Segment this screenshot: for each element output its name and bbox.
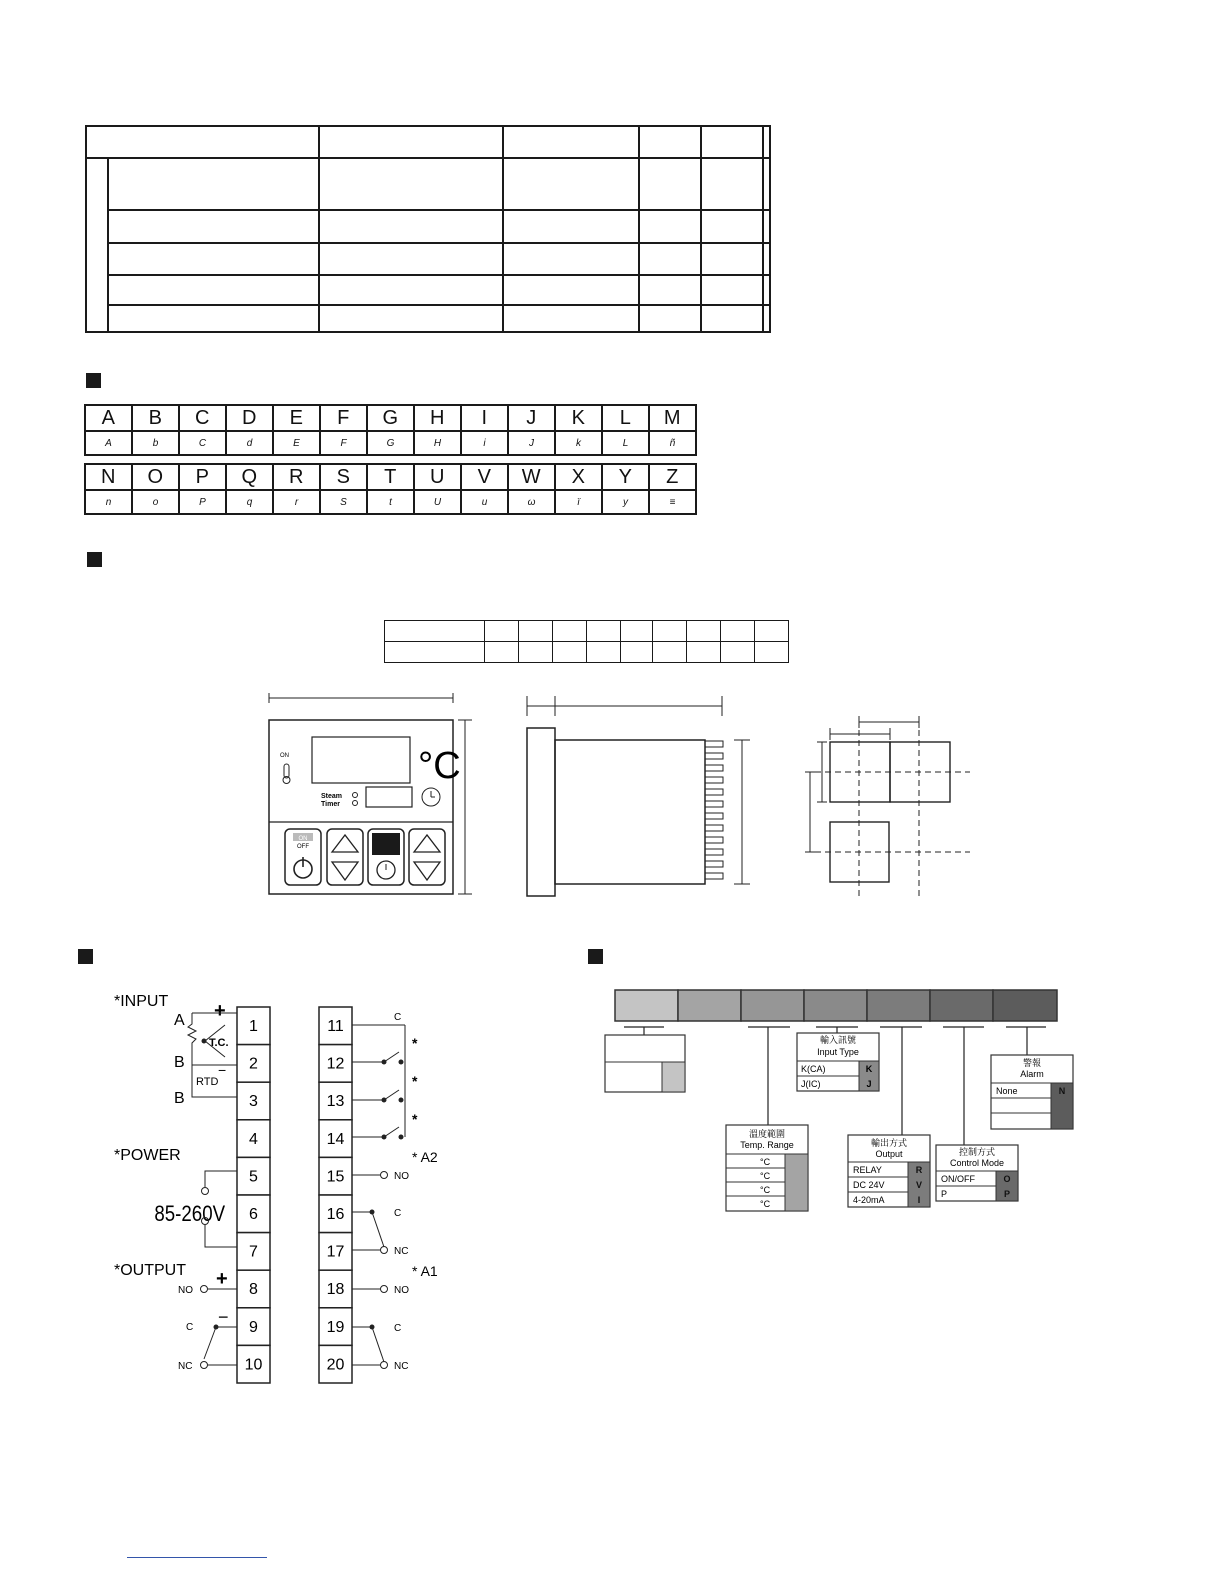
svg-text:Temp. Range: Temp. Range [740,1140,794,1150]
terminal-number: 14 [326,1130,345,1148]
terminal-number: 11 [327,1018,344,1035]
svg-text:°C: °C [760,1199,771,1209]
power-key[interactable] [285,829,321,885]
svg-text:NO: NO [394,1285,409,1296]
letter-cell: F [320,405,367,431]
letter-cell: D [226,405,273,431]
alphabet-table-1 [84,404,697,456]
svg-text:C: C [186,1322,194,1333]
svg-text:NO: NO [394,1171,409,1182]
letter-cell: C [179,405,226,431]
terminal-number: 4 [249,1130,258,1148]
terminal-number: 16 [326,1206,345,1223]
svg-text:O: O [1003,1174,1011,1184]
letter-cell: Q [226,464,273,490]
svg-text:+: + [216,1268,228,1290]
segment-glyph-cell: q [226,490,273,514]
segment-glyph-cell: n [85,490,132,514]
temp-range-box [726,1125,808,1211]
letter-cell: U [414,464,461,490]
panel-cutout-drawing [800,712,970,897]
output-box [848,1135,930,1207]
svg-text:NO: NO [178,1285,193,1296]
letter-cell: T [367,464,414,490]
section-marker [86,373,101,388]
svg-text:°C: °C [760,1157,771,1167]
terminal-number: 7 [249,1243,258,1261]
a2-label: * A2 [412,1149,438,1165]
svg-text:NC: NC [394,1361,409,1372]
left-terminal-block [237,1007,270,1383]
svg-text:*: * [412,1111,418,1127]
svg-text:RELAY: RELAY [853,1165,882,1175]
up-down-key-right[interactable] [409,829,445,885]
terminal-number: 3 [249,1093,258,1111]
alphabet-table-2 [84,463,697,515]
segment-glyph-cell: J [508,431,555,455]
letter-cell: I [461,405,508,431]
svg-text:Control Mode: Control Mode [949,1158,1005,1168]
output-label: *OUTPUT [114,1262,186,1279]
section-marker [78,949,93,964]
letter-cell: R [273,464,320,490]
segment-glyph-cell: F [320,431,367,455]
terminal-number: 5 [249,1168,258,1186]
segment-glyph-cell: E [273,431,320,455]
segment-glyph-cell: S [320,490,367,514]
segment-glyph-cell: ≡ [649,490,696,514]
svg-text:C: C [394,1323,402,1334]
steam-timer-key[interactable] [368,829,404,885]
svg-text:J: J [866,1079,872,1089]
letter-cell: H [414,405,461,431]
svg-text:V: V [915,1180,923,1190]
terminal-number: 1 [249,1018,258,1035]
terminal-number: 2 [249,1055,258,1073]
letter-cell: W [508,464,555,490]
letter-cell: Y [602,464,649,490]
svg-text:None: None [996,1086,1018,1096]
segment-glyph-cell: i [461,431,508,455]
segment-glyph-cell: o [132,490,179,514]
segment-glyph-cell: G [367,431,414,455]
input-type-box [797,1033,879,1091]
svg-text:*: * [412,1035,418,1051]
terminal-number: 15 [326,1168,345,1186]
svg-text:K: K [865,1064,873,1074]
letter-cell: M [649,405,696,431]
front-view-drawing [260,690,480,905]
svg-text:DC 24V: DC 24V [853,1180,885,1190]
svg-text:P: P [1003,1189,1011,1199]
svg-text:−: − [218,1307,229,1327]
svg-text:OFF: OFF [297,844,309,850]
svg-text:NC: NC [394,1246,409,1257]
right-terminal-block [319,1007,352,1383]
alarm-box [991,1055,1073,1129]
letter-cell: Z [649,464,696,490]
terminal-number: 9 [249,1318,258,1336]
control-mode-box [936,1145,1018,1201]
letter-cell: K [555,405,602,431]
svg-text:B: B [174,1054,185,1071]
segment-glyph-cell: r [273,490,320,514]
segment-glyph-cell: b [132,431,179,455]
terminal-number: 19 [326,1318,345,1336]
terminal-number: 10 [244,1356,263,1374]
letter-cell: L [602,405,649,431]
letter-cell: P [179,464,226,490]
segment-glyph-cell: ω [508,490,555,514]
letter-cell: A [85,405,132,431]
svg-text:*: * [412,1073,418,1089]
svg-text:B: B [174,1090,185,1107]
segment-glyph-cell: u [461,490,508,514]
segment-glyph-cell: ï [555,490,602,514]
svg-text:I: I [917,1195,921,1205]
letter-cell: G [367,405,414,431]
power-label: *POWER [114,1147,181,1164]
section-marker [87,552,102,567]
svg-text:控制方式: 控制方式 [958,1147,996,1157]
on-label: ON [280,753,289,759]
svg-text:警報: 警報 [1022,1058,1042,1068]
svg-text:輸入訊號: 輸入訊號 [819,1035,857,1045]
terminal-number: 12 [326,1055,345,1073]
letter-cell: X [555,464,602,490]
terminal-number: 20 [326,1356,345,1374]
a1-label: * A1 [412,1263,438,1279]
svg-text:+: + [214,1000,226,1022]
letter-cell: V [461,464,508,490]
letter-cell: O [132,464,179,490]
svg-text:−: − [218,1062,227,1078]
model-box [605,1035,685,1092]
svg-text:J(IC): J(IC) [801,1079,821,1089]
up-down-key-left[interactable] [327,829,363,885]
letter-cell: J [508,405,555,431]
segment-glyph-cell: H [414,431,461,455]
svg-text:溫度範圍: 溫度範圍 [748,1129,786,1139]
segment-glyph-cell: d [226,431,273,455]
svg-text:C: C [394,1012,402,1023]
dimension-table [384,620,789,663]
timer-label: Timer [321,801,340,808]
rtd-label: RTD [196,1076,219,1088]
letter-cell: B [132,405,179,431]
segment-glyph-cell: y [602,490,649,514]
terminal-number: 18 [326,1281,345,1299]
terminal-number: 8 [249,1281,258,1299]
segment-glyph-cell: C [179,431,226,455]
steam-label: Steam [321,793,343,800]
svg-text:N: N [1058,1086,1066,1096]
svg-text:°C: °C [760,1185,771,1195]
input-label: *INPUT [114,993,169,1010]
terminal-number: 6 [249,1206,258,1223]
tc-label: T.C. [209,1037,229,1049]
svg-text:Alarm: Alarm [1020,1069,1044,1079]
segment-glyph-cell: ñ [649,431,696,455]
segment-glyph-cell: U [414,490,461,514]
svg-text:4-20mA: 4-20mA [853,1195,885,1205]
celsius-unit: °C [418,745,461,787]
voltage-label: 85-260V [154,1202,226,1227]
section-marker [588,949,603,964]
svg-text:K(CA): K(CA) [801,1064,826,1074]
segment-glyph-cell: P [179,490,226,514]
svg-text:R: R [915,1165,923,1175]
svg-text:C: C [394,1208,402,1219]
segment-glyph-cell: k [555,431,602,455]
side-view-drawing [520,690,760,905]
letter-cell: S [320,464,367,490]
svg-text:輸出方式: 輸出方式 [870,1138,908,1148]
svg-text:NC: NC [178,1361,193,1372]
svg-text:ON: ON [298,836,308,842]
wiring-diagram [100,985,460,1395]
terminal-number: 17 [326,1243,345,1261]
segment-glyph-cell: A [85,431,132,455]
segment-glyph-cell: t [367,490,414,514]
svg-text:Output: Output [875,1149,903,1159]
letter-cell: E [273,405,320,431]
terminal-number: 13 [326,1093,345,1111]
svg-text:A: A [174,1012,185,1029]
svg-text:ON/OFF: ON/OFF [941,1174,975,1184]
segment-glyph-cell: L [602,431,649,455]
svg-text:Input Type: Input Type [817,1047,859,1057]
letter-cell: N [85,464,132,490]
ordering-code-diagram [600,985,1080,1220]
footer-rule [127,1557,267,1558]
svg-text:P: P [941,1189,948,1199]
svg-text:°C: °C [760,1171,771,1181]
